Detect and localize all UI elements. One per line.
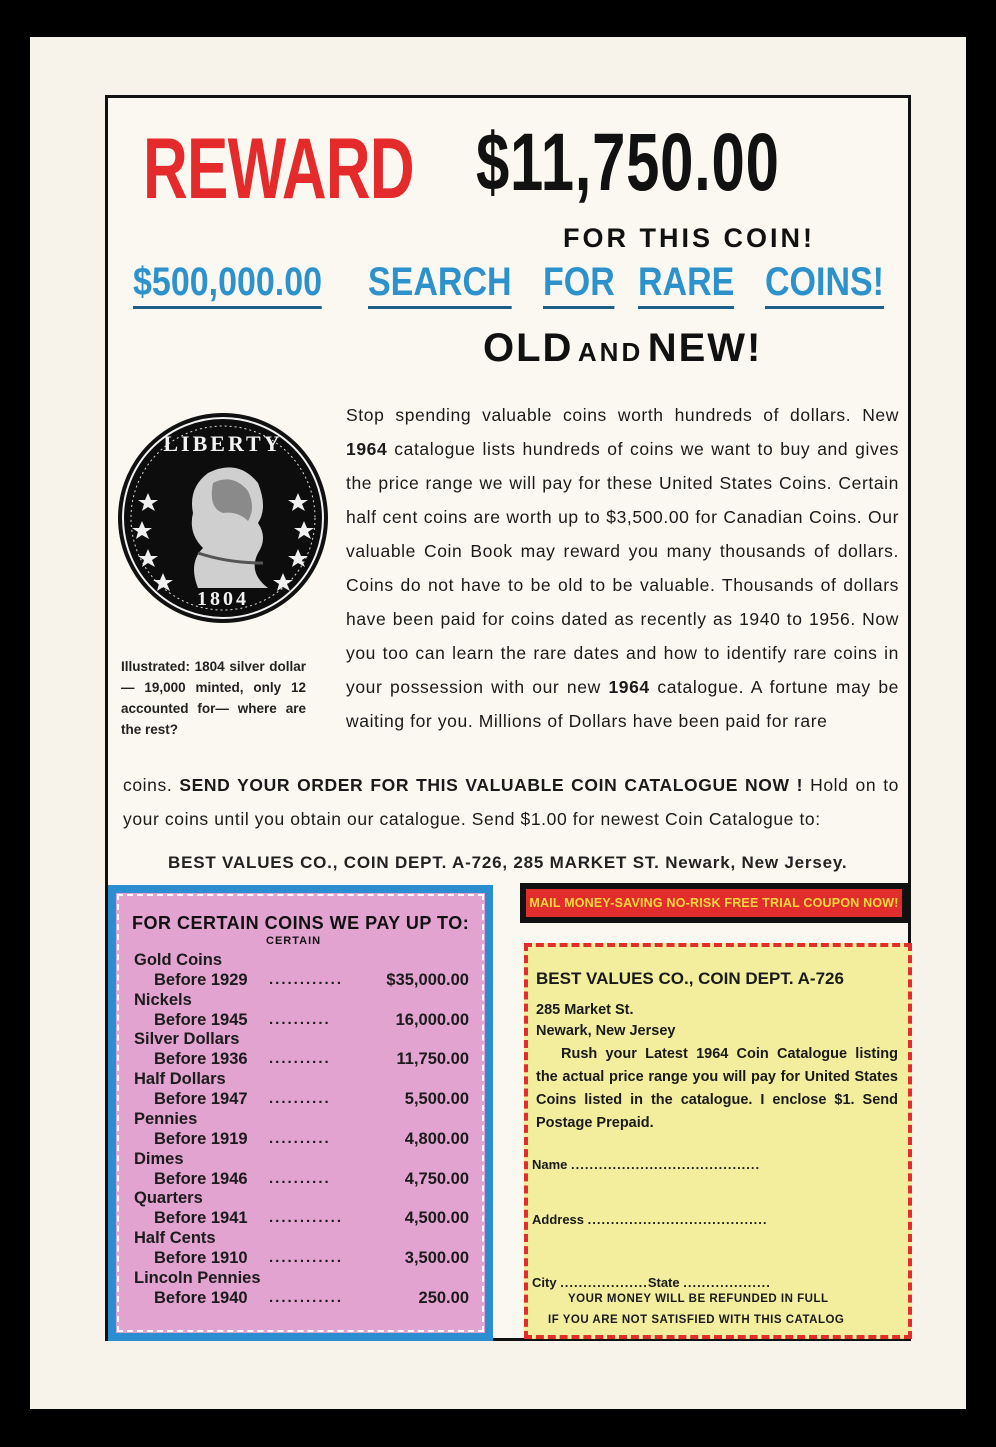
search-coins-word: COINS! <box>765 262 884 309</box>
price-item-date: Before 1936 <box>154 1050 248 1069</box>
price-item-date: Before 1929 <box>154 971 248 989</box>
price-item-name: Dimes <box>134 1149 184 1168</box>
price-item-value: $35,000.00 <box>386 971 469 989</box>
price-item-leader: .......... <box>269 1090 331 1108</box>
price-item-leader: .......... <box>269 1050 331 1068</box>
search-rare-word: RARE <box>638 262 734 309</box>
price-item-date: Before 1946 <box>154 1169 248 1188</box>
price-item-name: Quarters <box>134 1189 203 1208</box>
old-and-new: OLD AND NEW! <box>483 326 763 370</box>
body-copy: Stop spending valuable coins worth hundreds of dollars. New 1964 catalogue lists hundreds of coins we want to buy and gives the price range we will pay for these United States Coins. Certain half cent coins are worth up to $3,500.00 for Canadian Coins. Our valuable Coin Book may reward you many thousands of dollars. Coins do not have to be old to be valuable. Thousands of dollars have been paid for coins dated as recently as 1940 to 1956. Now you too can learn the rare dates and how to identify rare coins in your possession with our new 1964 catalogue. A fortune may be waiting for you. Millions of Dollars have been paid for rare <box>346 405 900 731</box>
coupon-banner <box>520 883 908 923</box>
price-list-box <box>108 885 493 1341</box>
price-item-leader: .......... <box>269 1010 331 1028</box>
comic-back-cover <box>30 37 966 1409</box>
price-item-leader: .......... <box>269 1169 331 1187</box>
price-item-value: 4,500.00 <box>404 1209 469 1228</box>
price-item-date: Before 1947 <box>154 1090 248 1109</box>
coupon-city: Newark, New Jersey <box>536 1023 676 1039</box>
name-field[interactable]: Name ......................................... <box>532 1157 761 1172</box>
price-item-name: Silver Dollars <box>134 1030 240 1049</box>
price-item-date: Before 1910 <box>154 1248 248 1267</box>
coin-illustration <box>118 413 328 623</box>
reward-amount: $11,750.00 <box>476 117 780 208</box>
search-amount: $500,000.00 <box>133 262 322 309</box>
price-list-subtitle: CERTAIN <box>266 935 322 947</box>
company-address: BEST VALUES CO., COIN DEPT. A-726, 285 MARKET ST. Newark, New Jersey. <box>168 853 848 872</box>
price-item-name: Half Dollars <box>134 1070 226 1089</box>
price-item-name: Gold Coins <box>134 951 222 969</box>
price-item-value: 11,750.00 <box>396 1050 469 1069</box>
coin-year: 1804 <box>197 588 249 610</box>
price-item-value: 4,750.00 <box>404 1169 469 1188</box>
price-item-value: 16,000.00 <box>395 1010 469 1029</box>
coupon-body: Rush your Latest 1964 Coin Catalogue listing the actual price range you will pay for United States Coins listed in the catalogue. I enclose $1. Send Postage Prepaid. <box>536 1046 898 1131</box>
address-field[interactable]: Address ....................................... <box>532 1212 768 1227</box>
price-item-name: Nickels <box>134 990 192 1009</box>
coin-legend: LIBERTY <box>163 431 283 456</box>
price-item-date: Before 1945 <box>154 1010 248 1029</box>
city-state-field[interactable]: City ...................State ................... <box>532 1275 771 1290</box>
coupon-header: BEST VALUES CO., COIN DEPT. A-726 <box>536 969 844 988</box>
refund-notice: YOUR MONEY WILL BE REFUNDED IN FULL <box>568 1293 829 1305</box>
order-cta: SEND YOUR ORDER FOR THIS VALUABLE COIN CATALOGUE NOW ! <box>179 775 804 795</box>
order-coupon[interactable] <box>524 943 912 1339</box>
price-item-value: 4,800.00 <box>404 1129 469 1148</box>
refund-condition: IF YOU ARE NOT SATISFIED WITH THIS CATALOG <box>548 1314 845 1326</box>
price-item-leader: ............ <box>269 1248 344 1266</box>
price-item-name: Lincoln Pennies <box>134 1268 261 1287</box>
price-item-name: Half Cents <box>134 1228 216 1247</box>
price-item-value: 3,500.00 <box>404 1248 469 1267</box>
search-for-word: FOR <box>543 262 615 309</box>
search-word: SEARCH <box>368 262 512 309</box>
body-copy-tail: coins. SEND YOUR ORDER FOR THIS VALUABLE COIN CATALOGUE NOW ! Hold on to your coins until you obtain our catalogue. Send $1.00 for newest Coin Catalogue to: <box>123 775 900 829</box>
price-item-value: 250.00 <box>418 1288 469 1307</box>
price-item-date: Before 1919 <box>154 1129 248 1148</box>
price-item-value: 5,500.00 <box>404 1090 469 1109</box>
price-list-title: FOR CERTAIN COINS WE PAY UP TO: <box>132 913 470 933</box>
coin-caption: Illustrated: 1804 silver dollar — 19,000 minted, only 12 accounted for— where are the rest? <box>121 659 306 737</box>
price-item-name: Pennies <box>134 1109 198 1128</box>
silver-dollar-coin-icon <box>118 413 328 623</box>
for-this-coin: FOR THIS COIN! <box>563 223 815 253</box>
coupon-street: 285 Market St. <box>536 1002 634 1018</box>
price-item-leader: ............ <box>269 971 344 988</box>
price-item-leader: ............ <box>269 1209 344 1227</box>
price-item-date: Before 1941 <box>154 1209 248 1228</box>
price-item-leader: ............ <box>269 1288 344 1306</box>
price-item-date: Before 1940 <box>154 1288 248 1307</box>
price-item-leader: .......... <box>269 1129 331 1147</box>
coupon-banner-text: MAIL MONEY-SAVING NO-RISK FREE TRIAL COUPON NOW! <box>526 889 902 917</box>
reward-headline: REWARD <box>143 121 414 217</box>
